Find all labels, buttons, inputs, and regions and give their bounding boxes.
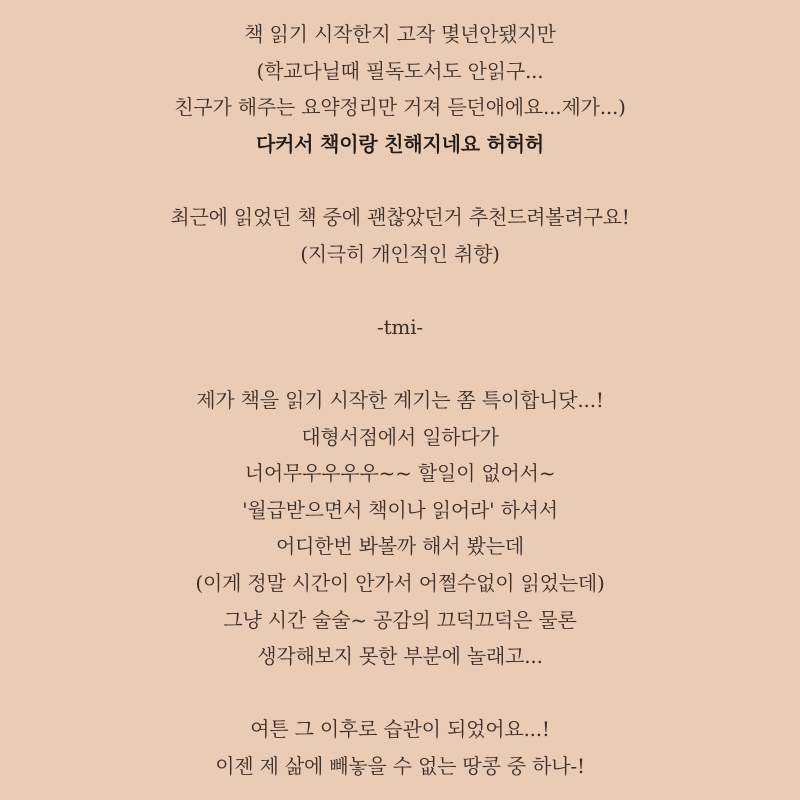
text-line-15: 어디한번 봐볼까 해서 봤는데 [276, 534, 524, 559]
text-line-11: 제가 책을 읽기 시작한 계기는 쫌 특이합니닷...! [196, 387, 604, 412]
text-line-14: '월급받으면서 책이나 읽어라' 하셔서 [242, 497, 558, 522]
text-line-2: (학교다닐때 필독도서도 안읽구... [256, 58, 544, 83]
blank-line [0, 162, 800, 199]
text-line-3: 친구가 해주는 요약정리만 거져 듣던애에요...제가...) [174, 95, 626, 120]
text-line-21: 이젠 제 삶에 빼놓을 수 없는 땅콩 중 하나-! [215, 753, 585, 778]
text-line-18: 생각해보지 못한 부분에 놀래고... [257, 644, 543, 669]
blank-line [0, 345, 800, 382]
text-line-1: 책 읽기 시작한지 고작 몇년안됐지만 [244, 22, 556, 46]
text-line-20: 여튼 그 이후로 습관이 되었어요...! [250, 717, 550, 742]
blank-line [0, 675, 800, 712]
text-line-6: 최근에 읽었던 책 중에 괜찮았던거 추천드려볼려구요! [170, 204, 630, 229]
text-line-17: 그냥 시간 술술~ 공감의 끄덕끄덕은 물론 [223, 607, 577, 632]
blank-line [0, 272, 800, 309]
text-line-13: 너어무우우우우~~ 할일이 없어서~ [244, 461, 556, 486]
text-line-16: (이게 정말 시간이 안가서 어쩔수없이 읽었는데) [195, 570, 605, 595]
text-line-4-emphasis: 다커서 책이랑 친해지네요 허허허 [256, 131, 544, 156]
text-line-12: 대형서점에서 일하다가 [301, 424, 499, 449]
text-line-7: (지극히 개인적인 취향) [300, 241, 500, 266]
section-divider-tmi: -tmi- [377, 314, 423, 339]
